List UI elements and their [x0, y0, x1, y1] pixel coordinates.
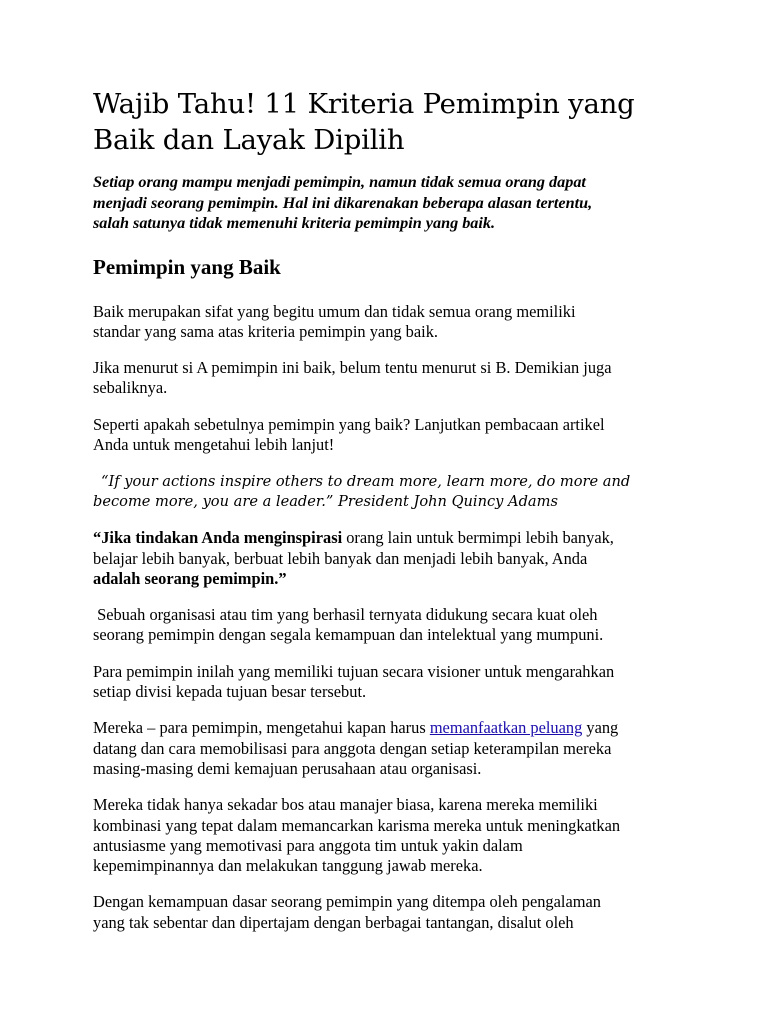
paragraph-9: Dengan kemampuan dasar seorang pemimpin yang ditempa oleh pengalaman yang tak sebentar dan dipertajam dengan berbagai tantangan, disalut oleh: [93, 892, 601, 932]
paragraph-5: Sebuah organisasi atau tim yang berhasil ternyata didukung secara kuat oleh seorang pemimpin dengan segala kemampuan dan intelektual yang mumpuni.: [93, 605, 604, 645]
paragraph-3: Seperti apakah sebetulnya pemimpin yang baik? Lanjutkan pembacaan artikel Anda untuk mengetahui lebih lanjut!: [93, 414, 605, 454]
paragraph-8: Mereka tidak hanya sekadar bos atau manajer biasa, karena mereka memiliki kombinasi yang tepat dalam memancarkan karisma mereka untuk meningkatkan antusiasme yang memotivasi para anggota tim untuk yakin dalam kepemimpinannya dan melakukan tanggung jawab mereka.: [93, 795, 621, 876]
article-lead: Setiap orang mampu menjadi pemimpin, namun tidak semua orang dapat menjadi seorang pemimpin. Hal ini dikarenakan beberapa alasan tertentu, salah satunya tidak memenuhi kriteria pemimpin yang baik.: [93, 173, 593, 232]
article-title: Wajib Tahu! 11 Kriteria Pemimpin yang Baik dan Layak Dipilih: [93, 88, 635, 156]
paragraph-2: Jika menurut si A pemimpin ini baik, belum tentu menurut si B. Demikian juga sebaliknya.: [93, 358, 612, 398]
paragraph-7: Mereka – para pemimpin, mengetahui kapan harus memanfaatkan peluang yang datang dan cara memobilisasi para anggota dengan setiap keterampilan mereka masing-masing demi kemajuan perusahaan atau organisasi.: [93, 718, 619, 778]
paragraph-1: Baik merupakan sifat yang begitu umum dan tidak semua orang memiliki standar yang sama atas kriteria pemimpin yang baik.: [93, 301, 576, 341]
paragraph-6: Para pemimpin inilah yang memiliki tujuan secara visioner untuk mengarahkan setiap divisi kepada tujuan besar tersebut.: [93, 661, 615, 702]
quote-translation: “Jika tindakan Anda menginspirasi orang lain untuk bermimpi lebih banyak, belajar lebih banyak, berbuat lebih banyak dan menjadi lebih banyak, Anda adalah seorang pemimpin.”: [93, 528, 614, 588]
leader-quote: “If your actions inspire others to dream more, learn more, do more and become more, you are a leader.” President John Quincy Adams: [93, 473, 631, 511]
section-heading: Pemimpin yang Baik: [93, 254, 281, 279]
memanfaatkan-peluang-link[interactable]: memanfaatkan peluang: [429, 718, 583, 738]
